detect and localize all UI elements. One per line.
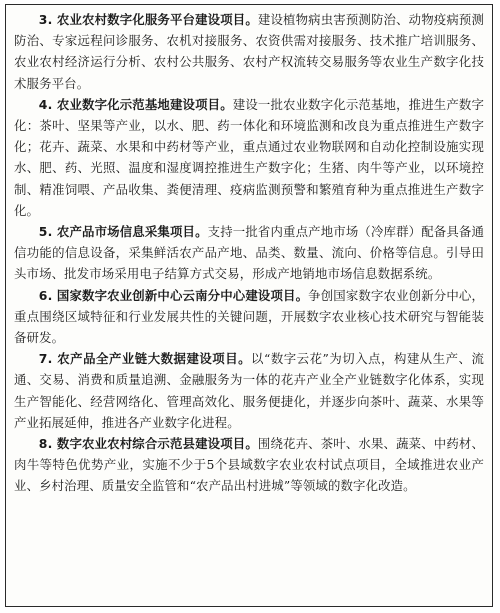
item-8-body: 围绕花卉、茶叶、水果、蔬菜、中药材、肉牛等特色优势产业，实施不少于5个县域数字农业农村试点项目，全域推进农业产业、乡村治理、质量安全监管和“农产品出村进城”等领域的数字化改造。: [14, 436, 484, 494]
item-6-body: 争创国家数字农业创新分中心，重点围绕区域特征和行业发展共性的关键问题，开展数字农业核心技术研究与智能装备研发。: [14, 287, 484, 346]
item-3-heading: 3. 农业农村数字化服务平台建设项目。: [38, 12, 258, 27]
item-5-heading: 5. 农产品市场信息采集项目。: [38, 224, 208, 240]
item-6: [14, 285, 484, 349]
item-5: [14, 221, 484, 285]
document-body: [14, 9, 484, 497]
item-3: [14, 9, 484, 94]
item-5-body: 支持一批省内重点产地市场（冷库群）配备具备通信功能的信息设备，采集鲜活农产品产地、品类、数量、流向、价格等信息。引导田头市场、批发市场采用电子结算方式交易，形成产地销地市场信息数据系统。: [14, 224, 484, 282]
document-frame: [5, 4, 493, 607]
item-4-heading: 4. 农业数字化示范基地建设项目。: [38, 96, 233, 112]
item-4-body: 建设一批农业数字化示范基地，推进生产数字化：茶叶、坚果等产业，以水、肥、药一体化和环境监测和改良为重点推进生产数字化；花卉、蔬菜、水果和中药材等产业，重点通过农业物联网和自动化控制设施实现水、肥、药、光照、温度和湿度调控推进生产数字化；生猪、肉牛等产业，以环境控制、精准饲喂、产品收集、粪便清理、疫病监测预警和繁殖育种为重点推进生产数字化。: [14, 96, 484, 218]
item-7-heading: 7. 农产品全产业链大数据建设项目。: [38, 351, 252, 367]
item-3-body: 建设植物病虫害预测防治、动物疫病预测防治、专家远程问诊服务、农机对接服务、农资供需对接服务、技术推广培训服务、农业农村经济运行分析、农村公共服务、农村产权流转交易服务等农业生产数字化技术服务平台。: [14, 12, 484, 91]
item-4: [14, 94, 484, 221]
item-8-heading: 8. 数字农业农村综合示范县建设项目。: [38, 436, 258, 452]
item-7-body: 以“数字云花”为切入点，构建从生产、流通、交易、消费和质量追溯、金融服务为一体的花卉产业全产业链数字化体系，实现生产智能化、经营网络化、管理高效化、服务便捷化，并逐步向茶叶、蔬菜、水果等产业拓展延伸，推进各产业数字化进程。: [14, 351, 484, 430]
item-7: [14, 348, 484, 433]
item-6-heading: 6. 国家数字农业创新中心云南分中心建设项目。: [38, 287, 309, 303]
item-8: [14, 433, 484, 497]
